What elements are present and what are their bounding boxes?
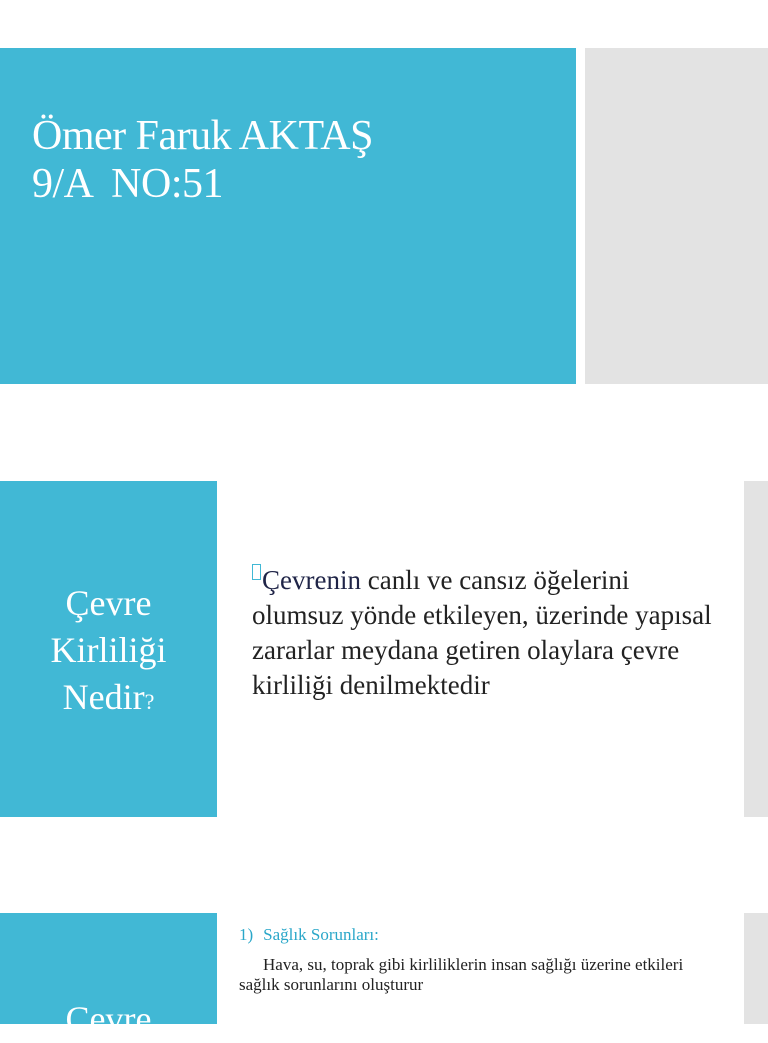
title-slide-heading xyxy=(32,112,373,208)
title-slide-panel xyxy=(0,48,576,384)
definition-text xyxy=(252,563,722,703)
heading-line-1: Çevre xyxy=(65,583,152,623)
heading-line-2: Kirliliği xyxy=(50,630,167,670)
title-name: Ömer Faruk AKTAŞ xyxy=(32,113,373,159)
definition-slide-heading xyxy=(0,580,217,725)
heading-question-mark: ? xyxy=(144,689,155,714)
definition-body: canlı ve cansız öğelerini olumsuz yönde etkileyen, üzerinde yapısal zararlar meydana getiren olaylara çevre kirliliği denilmektedir xyxy=(252,565,712,700)
title-slide-side-panel xyxy=(585,48,768,384)
list-item-title: Sağlık Sorunları: xyxy=(263,925,379,944)
definition-first-word: Çevrenin xyxy=(262,565,361,595)
heading-line-3 xyxy=(0,674,217,725)
bullet-icon xyxy=(252,564,261,580)
list-item-number: 1) xyxy=(239,925,254,944)
effects-slide-side-panel xyxy=(744,913,768,1024)
title-class-number: 9/A NO:51 xyxy=(32,161,224,207)
effects-list-item xyxy=(239,925,379,945)
heading-word-nedir: Nedir xyxy=(62,677,145,717)
definition-slide-side-panel xyxy=(744,481,768,817)
effects-slide-heading: Çevre xyxy=(65,999,152,1039)
effects-paragraph: Hava, su, toprak gibi kirliliklerin insan sağlığı üzerine etkileri sağlık sorunlarını oluşturur xyxy=(239,955,684,994)
